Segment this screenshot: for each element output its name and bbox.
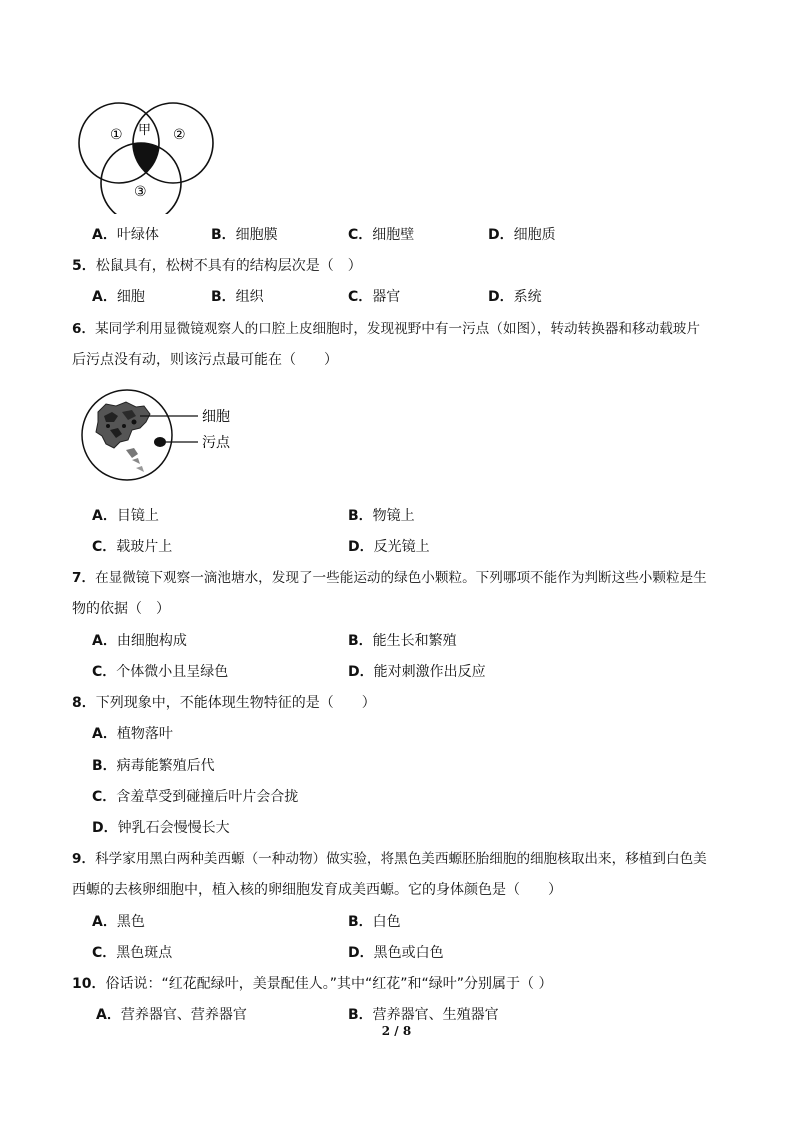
q10-stem: 10．俗话说：“红花配绿叶，美景配佳人。”其中“红花”和“绿叶”分别属于（ ） — [72, 976, 553, 992]
q6-option-b[interactable]: B．物镜上 — [348, 508, 415, 524]
q8-option-d[interactable]: D．钟乳石会慢慢长大 — [92, 820, 230, 836]
q10-option-b[interactable]: B．营养器官、生殖器官 — [348, 1007, 499, 1023]
q7-option-b[interactable]: B．能生长和繁殖 — [348, 633, 457, 649]
q8-option-b[interactable]: B．病毒能繁殖后代 — [92, 758, 215, 774]
q9-stem-line1: 9．科学家用黑白两种美西螈（一种动物）做实验，将黑色美西螈胚胎细胞的细胞核取出来，移植到白色美 — [72, 851, 707, 867]
q10-option-a[interactable]: A．营养器官、营养器官 — [96, 1007, 247, 1023]
venn-diagram — [72, 96, 222, 214]
q4-option-c[interactable]: C．细胞壁 — [348, 227, 415, 243]
q9-stem-line2: 西螈的去核卵细胞中，植入核的卵细胞发育成美西螈。它的身体颜色是（ ） — [72, 882, 562, 898]
venn-label-3: ③ — [134, 184, 147, 200]
q5-option-a[interactable]: A．细胞 — [92, 289, 145, 305]
dirt-spot — [154, 437, 166, 447]
q7-option-d[interactable]: D．能对刺激作出反应 — [348, 664, 486, 680]
q5-option-b[interactable]: B．组织 — [211, 289, 264, 305]
q8-stem: 8．下列现象中，不能体现生物特征的是（ ） — [72, 695, 376, 711]
q9-option-b[interactable]: B．白色 — [348, 914, 401, 930]
q4-option-b[interactable]: B．细胞膜 — [211, 227, 278, 243]
q7-option-a[interactable]: A．由细胞构成 — [92, 633, 187, 649]
venn-label-2: ② — [173, 127, 186, 143]
q9-option-d[interactable]: D．黑色或白色 — [348, 945, 444, 961]
q6-option-d[interactable]: D．反光镜上 — [348, 539, 430, 555]
q7-option-c[interactable]: C．个体微小且呈绿色 — [92, 664, 229, 680]
q7-stem-line1: 7．在显微镜下观察一滴池塘水，发现了一些能运动的绿色小颗粒。下列哪项不能作为判断这些小颗粒是生 — [72, 570, 707, 586]
q9-option-a[interactable]: A．黑色 — [92, 914, 145, 930]
q9-option-c[interactable]: C．黑色斑点 — [92, 945, 173, 961]
q6-option-a[interactable]: A．目镜上 — [92, 508, 159, 524]
q5-option-d[interactable]: D．系统 — [488, 289, 542, 305]
cell-label: 细胞 — [202, 409, 230, 425]
spot-label: 污点 — [202, 435, 230, 451]
venn-label-jia: 甲 — [138, 123, 152, 138]
q8-option-a[interactable]: A．植物落叶 — [92, 726, 173, 742]
q8-option-c[interactable]: C．含羞草受到碰撞后叶片会合拢 — [92, 789, 299, 805]
microscope-field-figure — [76, 388, 246, 484]
q6-option-c[interactable]: C．载玻片上 — [92, 539, 173, 555]
venn-label-1: ① — [110, 127, 123, 143]
q4-option-d[interactable]: D．细胞质 — [488, 227, 556, 243]
q6-stem-line2: 后污点没有动，则该污点最可能在（ ） — [72, 352, 338, 368]
q6-stem-line1: 6．某同学利用显微镜观察人的口腔上皮细胞时，发现视野中有一污点（如图），转动转换器和移动载玻片 — [72, 321, 700, 337]
q4-option-a[interactable]: A．叶绿体 — [92, 227, 159, 243]
q5-option-c[interactable]: C．器官 — [348, 289, 401, 305]
q7-stem-line2: 物的依据（ ） — [72, 601, 170, 617]
q5-stem: 5．松鼠具有，松树不具有的结构层次是（ ） — [72, 258, 362, 274]
page-number: 2 / 8 — [381, 1024, 412, 1038]
